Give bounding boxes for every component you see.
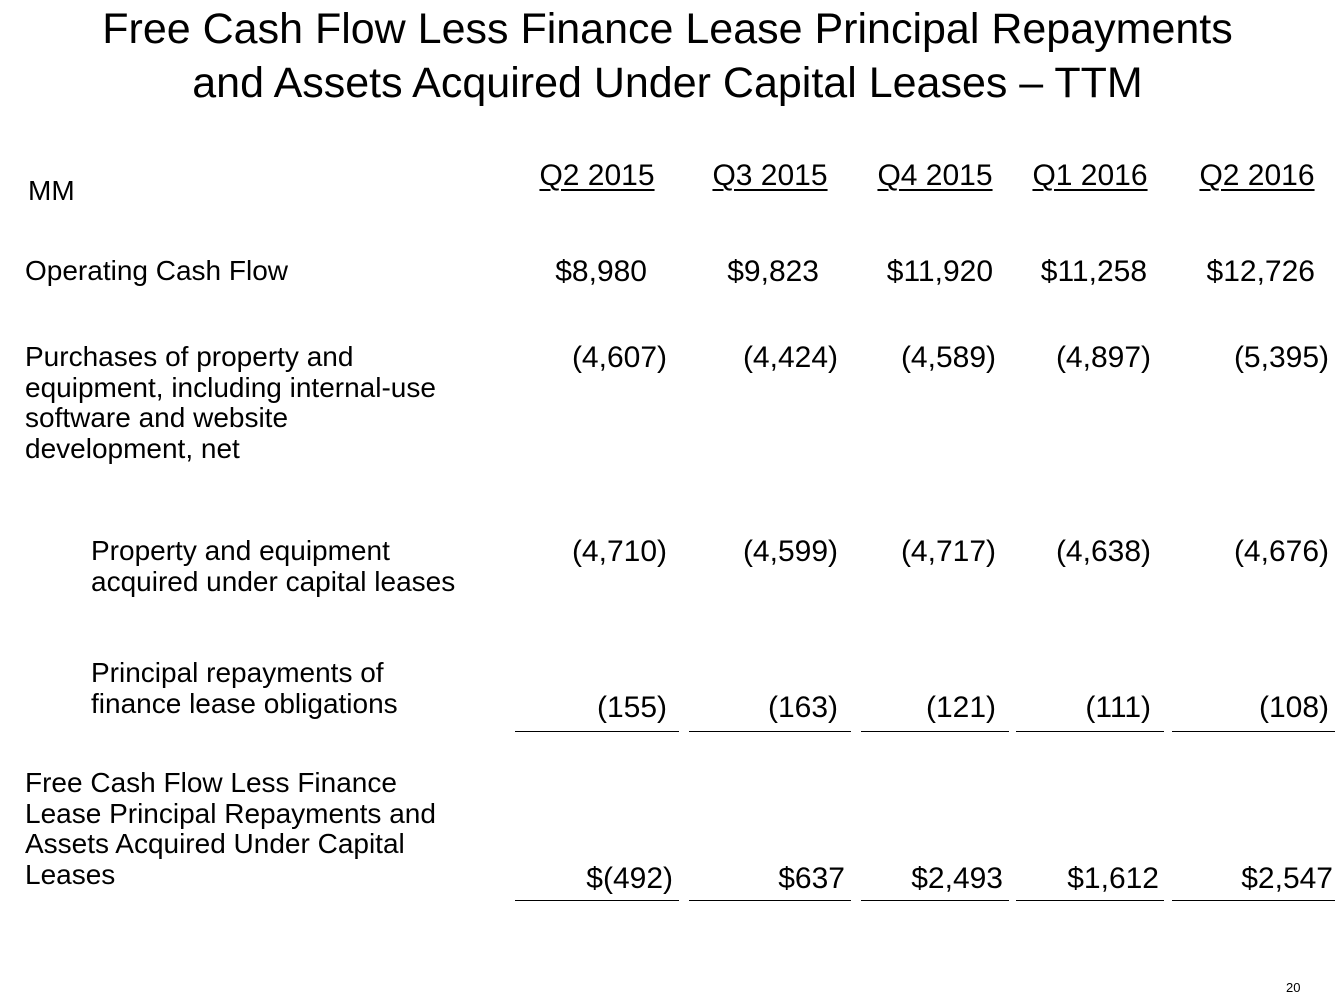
total-rule [515, 900, 679, 901]
table-cell: (4,607) [571, 341, 667, 374]
table-cell: $8,980 [555, 255, 647, 288]
subtotal-rule [515, 731, 679, 732]
row-label-operating-cash-flow: Operating Cash Flow [25, 255, 289, 286]
table-cell: (163) [767, 691, 838, 724]
row-label-purchases-of-property: Purchases of property and equipment, including internal-use software and website development, net [25, 341, 436, 464]
slide-title-line-1: Free Cash Flow Less Finance Lease Principal Repayments [102, 5, 1233, 53]
table-cell: (4,589) [900, 341, 996, 374]
table-cell: $12,726 [1206, 255, 1315, 288]
slide-title [0, 2, 1335, 110]
total-rule [861, 900, 1009, 901]
table-cell: (5,395) [1233, 341, 1329, 374]
table-cell: $(492) [586, 862, 673, 895]
subtotal-rule [689, 731, 851, 732]
row-label-free-cash-flow: Free Cash Flow Less Finance Lease Principal Repayments and Assets Acquired Under Capital Leases [25, 767, 436, 890]
column-header-q4-2015: Q4 2015 [877, 159, 993, 192]
page-number: 20 [1286, 980, 1301, 995]
total-rule [689, 900, 851, 901]
table-cell: (121) [925, 691, 996, 724]
table-cell: $2,547 [1241, 862, 1333, 895]
table-cell: (4,599) [742, 535, 838, 568]
table-cell: (111) [1085, 691, 1151, 724]
row-label-capital-leases: Property and equipment acquired under capital leases [91, 535, 456, 597]
slide-title-line-2: and Assets Acquired Under Capital Leases – TTM [192, 59, 1143, 107]
table-cell: (4,676) [1233, 535, 1329, 568]
table-cell: (4,717) [900, 535, 996, 568]
table-cell: (108) [1258, 691, 1329, 724]
table-cell: (155) [596, 691, 667, 724]
table-cell: (4,710) [571, 535, 667, 568]
unit-label: MM [28, 175, 75, 206]
total-rule [1016, 900, 1164, 901]
table-cell: $637 [778, 862, 845, 895]
subtotal-rule [1016, 731, 1164, 732]
subtotal-rule [1172, 731, 1335, 732]
table-cell: (4,424) [742, 341, 838, 374]
column-header-q2-2015: Q2 2015 [539, 159, 655, 192]
subtotal-rule [861, 731, 1009, 732]
table-cell: $2,493 [911, 862, 1003, 895]
row-label-principal-repayments: Principal repayments of finance lease obligations [91, 657, 398, 719]
column-header-q1-2016: Q1 2016 [1032, 159, 1148, 192]
table-cell: $11,258 [1040, 255, 1147, 288]
table-cell: $9,823 [727, 255, 819, 288]
table-cell: (4,638) [1055, 535, 1151, 568]
table-cell: (4,897) [1055, 341, 1151, 374]
table-cell: $1,612 [1067, 862, 1159, 895]
column-header-q3-2015: Q3 2015 [712, 159, 828, 192]
column-header-q2-2016: Q2 2016 [1199, 159, 1315, 192]
total-rule [1172, 900, 1335, 901]
table-cell: $11,920 [886, 255, 993, 288]
